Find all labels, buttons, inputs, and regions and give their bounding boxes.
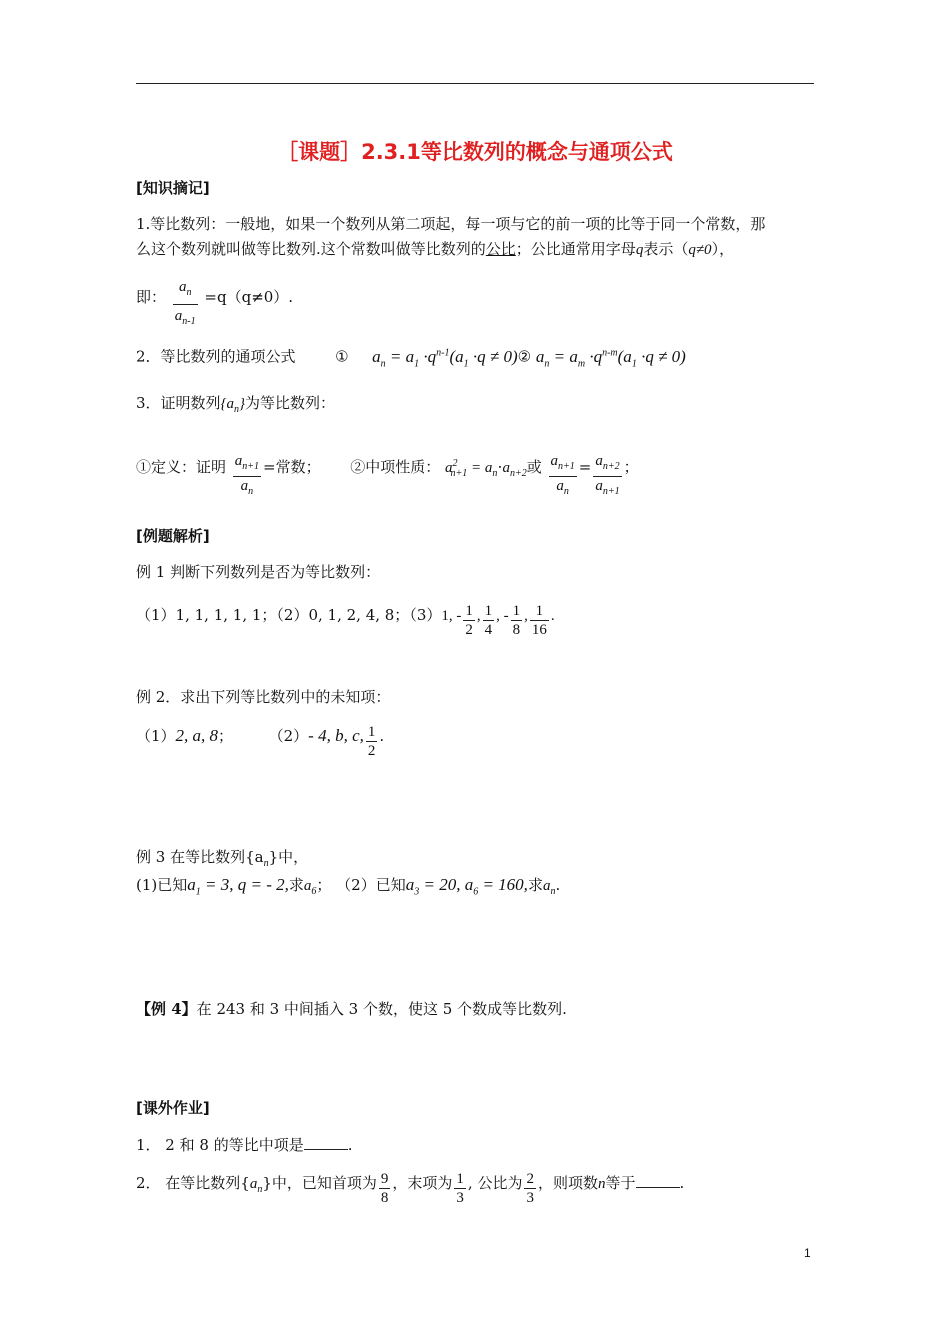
ex2-parts: （1）2, a, 8； （2）- 4, b, c, $\frac{1}{2}$ . xyxy=(136,724,385,759)
ratio-fraction: $\frac{a_n}{a_{n-1}}$ xyxy=(173,276,198,333)
k1-line2: 么这个数列就叫做等比数列.这个常数叫做等比数列的公比；公比通常用字母q表示（q≠0）， xyxy=(136,240,735,258)
ex3-parts: (1)已知$a_1 = 3$, q = - 2,求$a_6$； （2）已知$a_3 = 20$, $a_6 = 160$,求$a_n$. xyxy=(136,875,561,898)
ex4: 【例 4】在 243 和 3 中间插入 3 个数，使这 5 个数成等比数列. xyxy=(136,1000,567,1018)
page-number: 1 xyxy=(804,1246,811,1260)
page-title: ［课题］2.3.1等比数列的概念与通项公式 xyxy=(277,140,673,164)
k2-formula-line: 2．等比数列的通项公式 ① $a_n = a_1 \cdot q^{n-1}(a_1 \cdot q$ ≠ 0)② $a_n = a_m \cdot q^{n-m}(a_1 \cdot q \ne 0)$ xyxy=(136,346,686,370)
k3-criteria-line: ①定义：证明 $\frac{a_{n+1}}{a_n}$ =常数； ②中项性质： $a^2_{n+1} = a_n\cdot a_{n+2}$或 $\frac{a_{n+1}}{a_n}$ = $\frac{a_{n+2}}{a_{n+1}}$ ； xyxy=(136,452,639,501)
k1-line1: 1.等比数列：一般地，如果一个数列从第二项起，每一项与它的前一项的比等于同一个常数，那 xyxy=(136,215,766,233)
section-examples: [例题解析] xyxy=(136,527,210,545)
header-rule xyxy=(136,83,814,84)
ex1-parts: （1）1, 1, 1, 1, 1；（2）0, 1, 2, 4, 8；（3）1, - $\frac{1}{2}$ , $\frac{1}{4}$ , - $\frac{1}{8}$ , $\frac{1}{16}$ . xyxy=(136,603,555,638)
geometric-mean-fraction-1: $\frac{a_{n+1}}{a_n}$ xyxy=(550,453,575,497)
k3-line: 3．证明数列$\{a_n\}$为等比数列： xyxy=(136,394,336,415)
definition-fraction: $\frac{a_{n+1}}{a_n}$ xyxy=(234,453,260,497)
section-knowledge: [知识摘记] xyxy=(136,179,210,197)
hw1: 1． 2 和 8 的等比中项是 . xyxy=(136,1136,353,1154)
ex2-title: 例 2．求出下列等比数列中的未知项： xyxy=(136,688,391,706)
answer-blank xyxy=(304,1149,348,1150)
section-homework: [课外作业] xyxy=(136,1099,210,1117)
ex3-title: 例 3 在等比数列$\{a_n\}$中， xyxy=(136,848,309,869)
geometric-mean-fraction-2: $\frac{a_{n+2}}{a_{n+1}}$ xyxy=(595,453,620,497)
hw2: 2． 在等比数列$\{a_n\}$中，已知首项为 $\frac{9}{8}$ ，末项为 $\frac{1}{3}$ , 公比为 $\frac{2}{3}$ ，则项数n等于 . xyxy=(136,1171,685,1206)
ex1-title: 例 1 判断下列数列是否为等比数列： xyxy=(136,563,381,581)
answer-blank xyxy=(636,1187,680,1188)
k1-line3: 即： $\frac{a_n}{a_{n-1}}$ =q（q≠0）. xyxy=(136,276,293,333)
